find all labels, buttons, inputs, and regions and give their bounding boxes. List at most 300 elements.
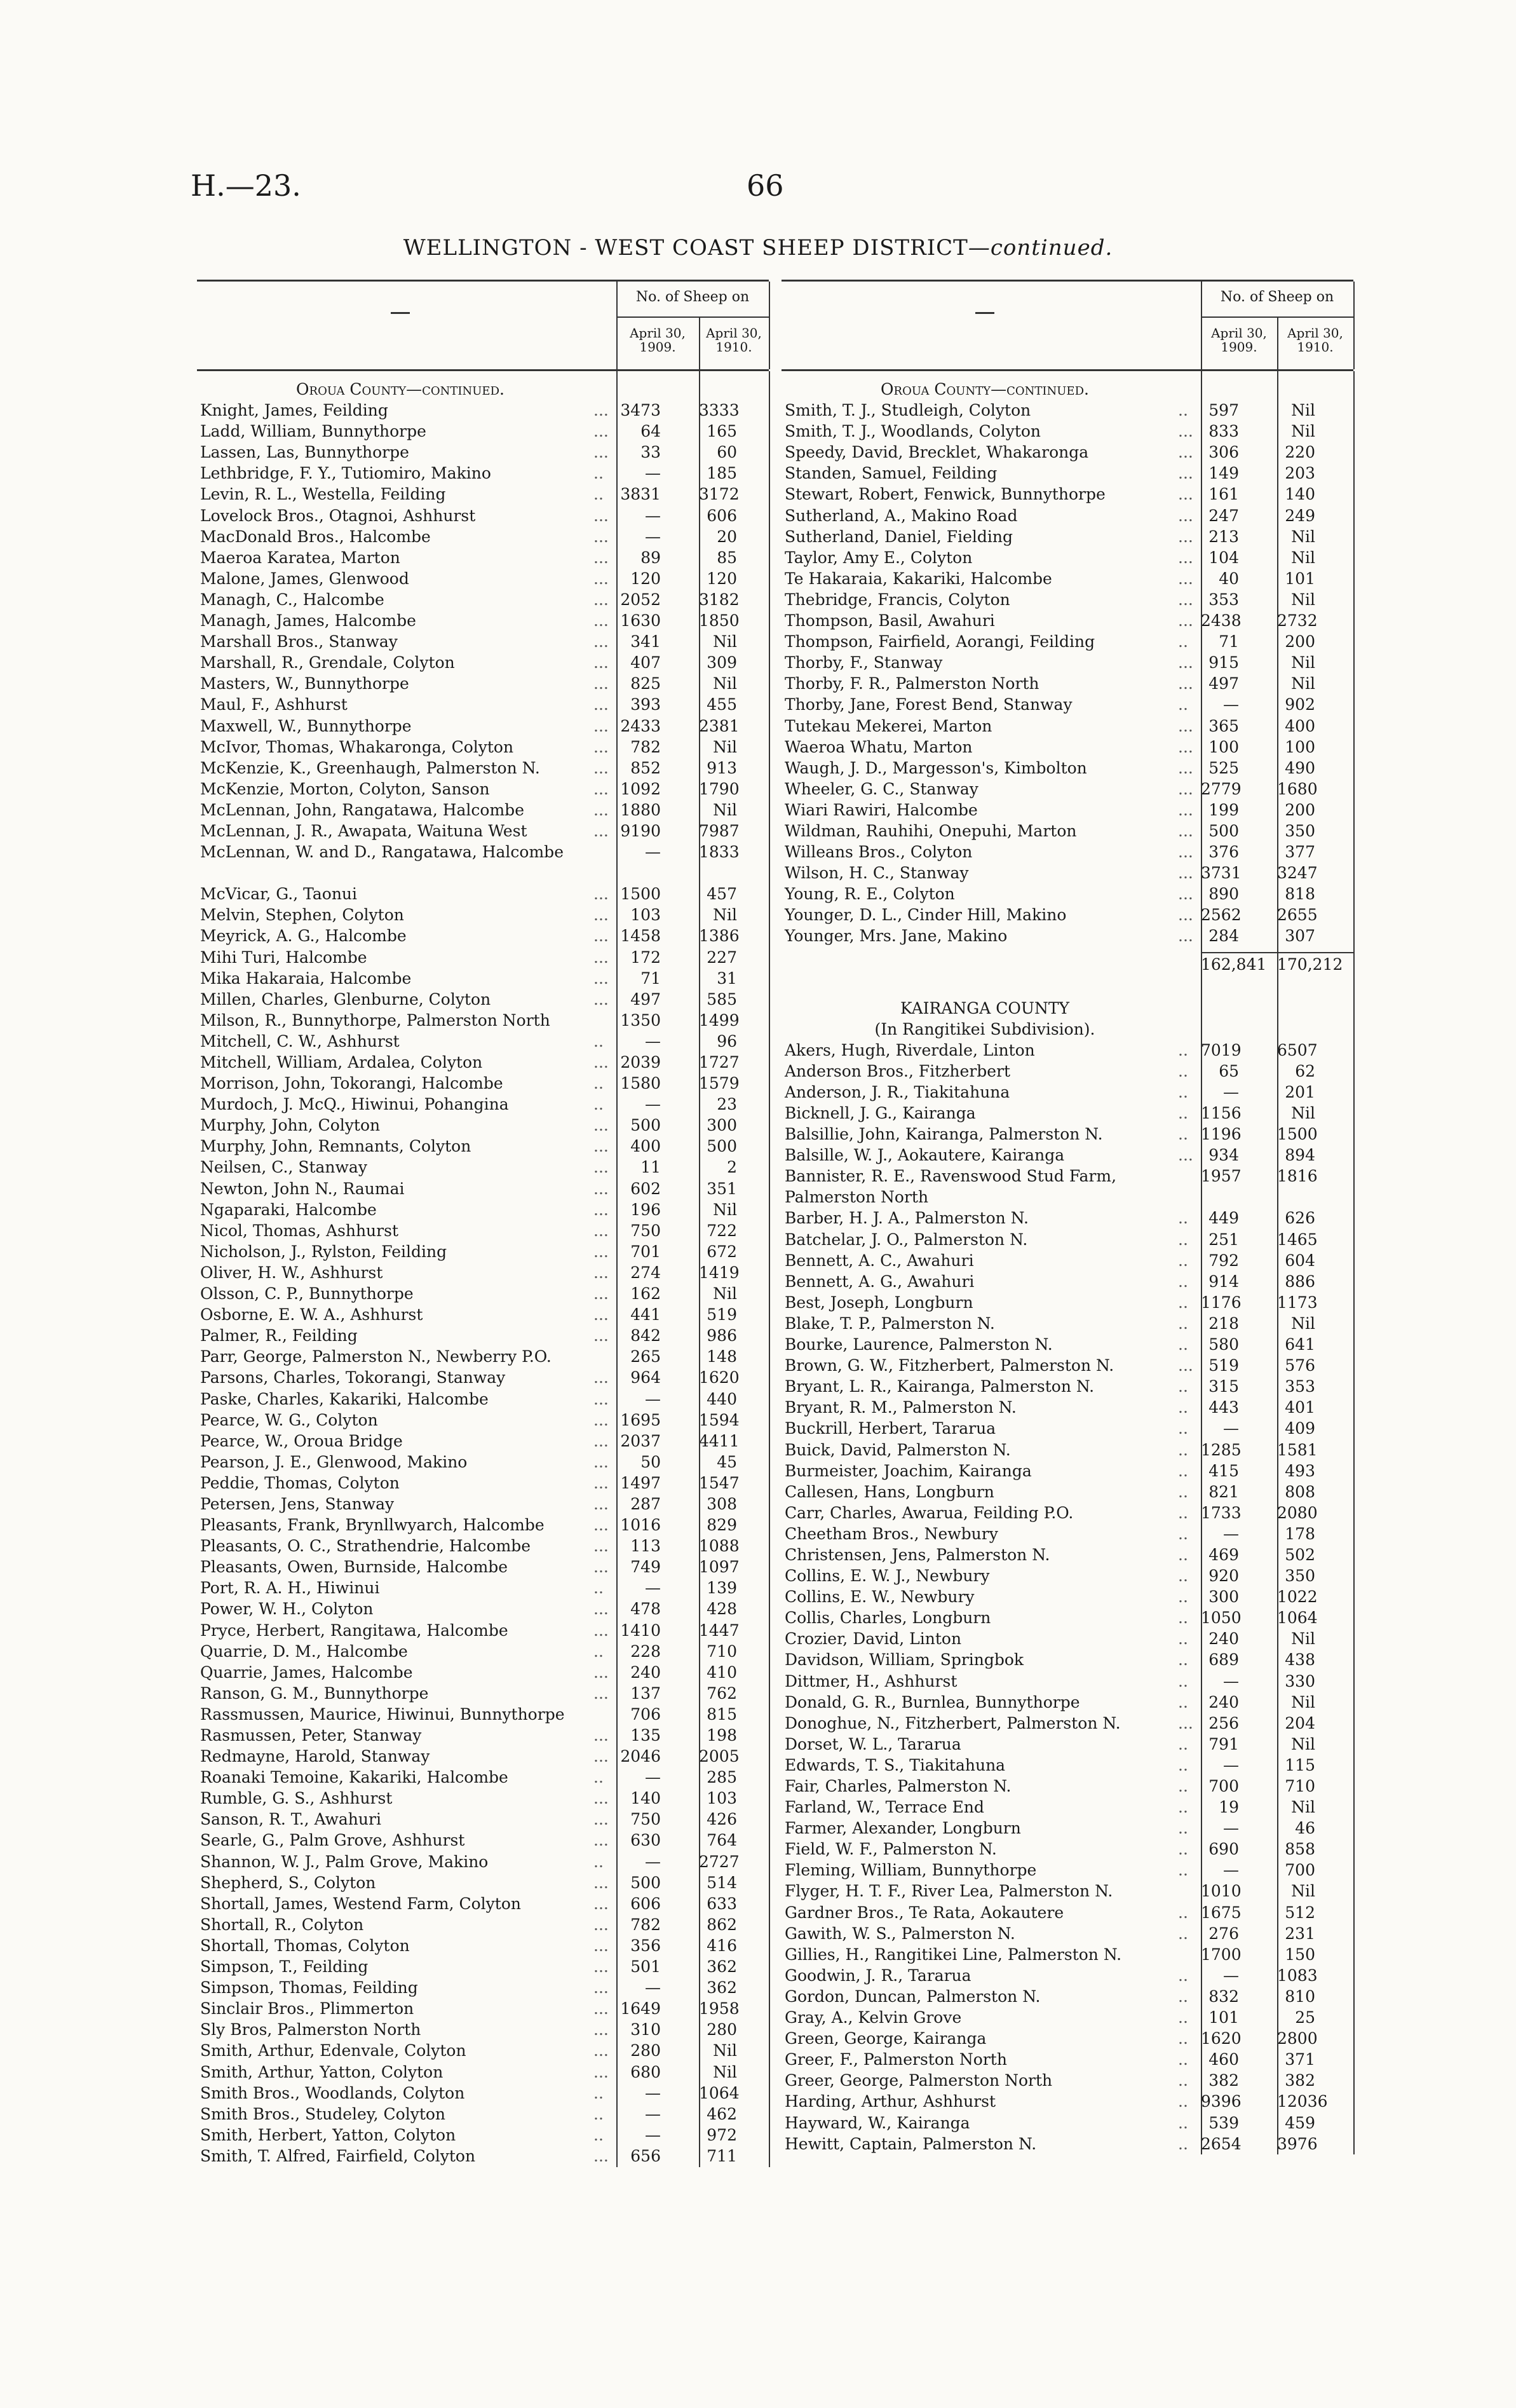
table-row <box>197 968 769 989</box>
sheep-1910: 459 <box>1285 2113 1315 2132</box>
sheep-1910: 455 <box>707 695 737 714</box>
entry-name: Fair, Charles, Palmerston N. <box>785 1777 1012 1795</box>
sheep-1909: 1156 <box>1201 1104 1242 1122</box>
sheep-1909: 478 <box>630 1600 661 1619</box>
sheep-1909: 33 <box>640 443 661 462</box>
sheep-1909: 597 <box>1208 401 1239 420</box>
sheep-1910: 512 <box>1285 1903 1315 1922</box>
sheep-1909: 842 <box>630 1326 661 1345</box>
leader-dots: ... <box>593 1831 609 1850</box>
sheep-1910: 1833 <box>699 843 740 862</box>
table-row <box>782 2049 1353 2070</box>
sheep-1909: 103 <box>630 906 661 925</box>
sheep-1910: Nil <box>713 674 737 693</box>
leader-dots: ... <box>593 1663 609 1682</box>
entry-name: Farland, W., Terrace End <box>785 1798 985 1817</box>
sheep-1910: Nil <box>713 1284 737 1303</box>
entry-name: Waeroa Whatu, Marton <box>785 737 973 756</box>
sheep-1910: 353 <box>1285 1377 1315 1396</box>
table-row <box>197 947 769 968</box>
total-1910: 170,212 <box>1277 955 1343 974</box>
entry-name: Dittmer, H., Ashhurst <box>785 1671 958 1690</box>
sheep-1910: Nil <box>713 906 737 925</box>
leader-dots: ... <box>593 1158 609 1177</box>
entry-name: Sinclair Bros., Plimmerton <box>200 1999 414 2018</box>
sheep-1909: 382 <box>1208 2071 1239 2090</box>
sheep-1910: 858 <box>1285 1840 1315 1859</box>
table-row <box>197 589 769 610</box>
sheep-1910: 20 <box>717 527 737 546</box>
table-row <box>782 1187 1353 1207</box>
sheep-1909: 172 <box>630 948 661 967</box>
sheep-1910: 902 <box>1285 695 1315 714</box>
entry-name: Anderson, J. R., Tiakitahuna <box>785 1082 1010 1101</box>
sheep-1909: 1620 <box>1201 2029 1242 2048</box>
sheep-1909: 1350 <box>620 1010 661 1030</box>
header-rule <box>1277 316 1278 369</box>
table-row <box>197 841 769 862</box>
sheep-1909: 287 <box>630 1494 661 1513</box>
sheep-1909: — <box>1223 1755 1239 1774</box>
table-row <box>197 1598 769 1619</box>
sheep-1910: 762 <box>707 1684 737 1703</box>
leader-dots: .. <box>1178 1903 1188 1922</box>
leader-dots: ... <box>593 1431 609 1450</box>
table-row <box>197 1577 769 1598</box>
sheep-1909: 240 <box>1208 1692 1239 1711</box>
entry-name: Wildman, Rauhihi, Onepuhi, Marton <box>785 821 1077 840</box>
column-rule <box>1353 371 1355 2154</box>
sheep-1909: 833 <box>1208 422 1239 441</box>
header-rule <box>616 282 618 369</box>
table-row <box>197 484 769 505</box>
sheep-1909: — <box>645 1095 661 1114</box>
table-row <box>782 589 1353 610</box>
sheep-1910: 382 <box>1285 2071 1315 2090</box>
entry-name: Masters, W., Bunnythorpe <box>200 674 409 693</box>
table-row <box>197 1767 769 1788</box>
entry-name: Akers, Hugh, Riverdale, Linton <box>785 1040 1035 1059</box>
table-row <box>197 1473 769 1493</box>
sheep-1909: 3473 <box>620 401 661 420</box>
sheep-1910: 815 <box>707 1704 737 1724</box>
leader-dots: ... <box>593 1116 609 1135</box>
entry-name: Ngaparaki, Halcombe <box>200 1200 377 1219</box>
table-row <box>782 1418 1353 1439</box>
leader-dots: ... <box>1178 464 1193 483</box>
entry-name: Speedy, David, Brecklet, Whakaronga <box>785 443 1089 462</box>
header-1910: April 30, 1910. <box>706 325 762 355</box>
table-row <box>197 442 769 463</box>
table-row <box>197 652 769 673</box>
entry-name: Callesen, Hans, Longburn <box>785 1482 994 1501</box>
leader-dots: ... <box>593 674 609 693</box>
table-row <box>197 610 769 631</box>
table-row <box>197 1220 769 1241</box>
sheep-1909: 782 <box>630 737 661 756</box>
sheep-1909: 40 <box>1219 569 1239 588</box>
sheep-1909: 11 <box>640 1158 661 1177</box>
sheep-1910: 249 <box>1285 506 1315 525</box>
sheep-1909: 400 <box>630 1137 661 1156</box>
leader-dots: .. <box>1178 1377 1188 1396</box>
table-row <box>782 2112 1353 2133</box>
leader-dots: ... <box>593 1978 609 1997</box>
sheep-1910: 710 <box>1285 1777 1315 1795</box>
table-row <box>197 2062 769 2083</box>
sheep-1910: 200 <box>1285 632 1315 651</box>
sheep-1910: Nil <box>1291 590 1315 609</box>
sheep-1910: 100 <box>1285 737 1315 756</box>
sheep-1910: Nil <box>1291 548 1315 567</box>
table-row <box>782 925 1353 946</box>
header-divider <box>616 316 769 318</box>
table-row <box>197 1641 769 1662</box>
entry-name: Pleasants, Owen, Burnside, Halcombe <box>200 1558 508 1577</box>
entry-name: Bennett, A. C., Awahuri <box>785 1251 974 1270</box>
sheep-1909: — <box>645 1768 661 1787</box>
sheep-1910: 1097 <box>699 1558 740 1577</box>
entry-name: Field, W. F., Palmerston N. <box>785 1840 997 1859</box>
leader-dots: .. <box>593 485 604 504</box>
page-number: 66 <box>747 168 784 203</box>
leader-dots: ... <box>593 1537 609 1556</box>
leader-dots: ... <box>593 1137 609 1156</box>
sheep-1909: 825 <box>630 674 661 693</box>
sheep-1910: 178 <box>1285 1524 1315 1543</box>
sheep-1909: — <box>1223 1671 1239 1690</box>
heading-text: (In Rangitikei Subdivision). <box>874 1019 1095 1038</box>
sheep-1910: Nil <box>1291 527 1315 546</box>
table-row <box>782 1355 1353 1376</box>
leader-dots: ... <box>593 1957 609 1976</box>
sheep-1910: 604 <box>1285 1251 1315 1270</box>
entry-name: Smith, T. Alfred, Fairfield, Colyton <box>200 2146 476 2165</box>
sheep-1910: 350 <box>1285 1567 1315 1586</box>
table-row <box>782 1797 1353 1818</box>
sheep-1910: 185 <box>707 464 737 483</box>
entry-name: McVicar, G., Taonui <box>200 885 358 904</box>
entry-name: Managh, C., Halcombe <box>200 590 384 609</box>
entry-name: Greer, George, Palmerston North <box>785 2071 1053 2090</box>
sheep-1909: 964 <box>630 1368 661 1387</box>
sheep-1910: 633 <box>707 1894 737 1913</box>
sheep-1910: 711 <box>707 2146 737 2165</box>
sheep-1909: 501 <box>630 1957 661 1976</box>
sheep-1909: 914 <box>1208 1272 1239 1291</box>
leader-dots: .. <box>1178 1819 1188 1838</box>
entry-name: Bryant, R. M., Palmerston N. <box>785 1398 1017 1417</box>
sheep-1909: 606 <box>630 1894 661 1913</box>
entry-name: Burmeister, Joachim, Kairanga <box>785 1461 1032 1480</box>
table-row <box>782 1040 1353 1061</box>
leader-dots: .. <box>1178 1251 1188 1270</box>
leader-dots: ... <box>1178 527 1193 546</box>
leader-dots: .. <box>1178 1609 1188 1628</box>
leader-dots: ... <box>1178 653 1193 672</box>
entry-name: Smith, Arthur, Yatton, Colyton <box>200 2062 443 2081</box>
leader-dots: .. <box>1178 1082 1188 1101</box>
sheep-1909: 539 <box>1208 2113 1239 2132</box>
table-row <box>197 463 769 484</box>
leader-dots: ... <box>593 1179 609 1198</box>
sheep-1909: 2654 <box>1201 2134 1242 2153</box>
leader-dots: ... <box>593 1200 609 1219</box>
sheep-1909: 2046 <box>620 1747 661 1766</box>
sheep-1910: 764 <box>707 1831 737 1850</box>
sheep-1910: 1581 <box>1277 1440 1318 1459</box>
leader-dots: ... <box>1178 758 1193 777</box>
table-row <box>782 758 1353 779</box>
entry-name: Standen, Samuel, Feilding <box>785 464 998 483</box>
table-row <box>782 652 1353 673</box>
sheep-1910: 120 <box>707 569 737 588</box>
sheep-1910: 2 <box>727 1158 737 1177</box>
table-row <box>782 1313 1353 1334</box>
sheep-1910: 150 <box>1285 1945 1315 1964</box>
table-row <box>782 1565 1353 1586</box>
leader-dots: ... <box>1178 737 1193 756</box>
sheep-1910: 198 <box>707 1726 737 1745</box>
sheep-1909: 749 <box>630 1558 661 1577</box>
sheep-1909: 256 <box>1208 1713 1239 1732</box>
sheep-1909: 199 <box>1208 800 1239 819</box>
sheep-1909: 306 <box>1208 443 1239 462</box>
sheep-1909: 1695 <box>620 1410 661 1429</box>
leader-dots: ... <box>593 1621 609 1640</box>
entry-name: Gillies, H., Rangitikei Line, Palmerston N. <box>785 1945 1122 1964</box>
sheep-1910: 285 <box>707 1768 737 1787</box>
sheep-1909: 525 <box>1208 758 1239 777</box>
table-row <box>782 1734 1353 1755</box>
entry-name: Lassen, Las, Bunnythorpe <box>200 443 409 462</box>
sheep-1910: Nil <box>713 2041 737 2060</box>
entry-name: Murphy, John, Remnants, Colyton <box>200 1137 471 1156</box>
table-row <box>197 673 769 694</box>
sheep-1910: 416 <box>707 1936 737 1955</box>
sheep-1910: 1958 <box>699 1999 740 2018</box>
sheep-1910: 493 <box>1285 1461 1315 1480</box>
entry-name: Sly Bros, Palmerston North <box>200 2020 421 2039</box>
leader-dots: ... <box>593 779 609 798</box>
table-row <box>782 1124 1353 1145</box>
sheep-1909: 441 <box>630 1305 661 1324</box>
leader-dots: .. <box>1178 1650 1188 1670</box>
entry-name: Smith Bros., Woodlands, Colyton <box>200 2083 465 2102</box>
header-rule <box>1201 282 1202 369</box>
table-row <box>197 1514 769 1535</box>
sheep-1909: 2562 <box>1201 906 1242 925</box>
sheep-1910: Nil <box>1291 1798 1315 1817</box>
sheep-1910: 2381 <box>699 716 740 735</box>
sheep-1909: 443 <box>1208 1398 1239 1417</box>
entry-name: Bourke, Laurence, Palmerston N. <box>785 1335 1053 1354</box>
total-1909: 162,841 <box>1201 955 1267 974</box>
table-row <box>197 1199 769 1220</box>
leader-dots: ... <box>593 1326 609 1345</box>
sheep-1910: 440 <box>707 1389 737 1408</box>
leader-dots: .. <box>1178 1987 1188 2006</box>
sheep-1909: 460 <box>1208 2050 1239 2069</box>
table-header <box>197 280 769 371</box>
column-rule <box>616 371 618 2167</box>
sheep-1909: 149 <box>1208 464 1239 483</box>
leader-dots: ... <box>1178 674 1193 693</box>
entry-name: Te Hakaraia, Kakariki, Halcombe <box>785 569 1052 588</box>
sheep-1910: 308 <box>707 1494 737 1513</box>
table-row <box>782 568 1353 589</box>
sheep-1910: 986 <box>707 1326 737 1345</box>
sheep-1910: 280 <box>707 2020 737 2039</box>
entry-name: Tutekau Mekerei, Marton <box>785 716 992 735</box>
table-row <box>782 484 1353 505</box>
leader-dots: ... <box>593 1368 609 1387</box>
table-row <box>782 526 1353 547</box>
entry-name: Thorby, Jane, Forest Bend, Stanway <box>785 695 1073 714</box>
sheep-1910: 200 <box>1285 800 1315 819</box>
sheep-1910: Nil <box>1291 1734 1315 1753</box>
sheep-1909: 852 <box>630 758 661 777</box>
entry-name: Bennett, A. G., Awahuri <box>785 1272 975 1291</box>
sheep-1910: 409 <box>1285 1419 1315 1438</box>
column-rule <box>1201 371 1202 2154</box>
entry-name: Willeans Bros., Colyton <box>785 843 973 862</box>
table-header <box>782 280 1353 371</box>
table-row <box>782 716 1353 737</box>
leader-dots: ... <box>1178 821 1193 840</box>
sheep-1909: 356 <box>630 1936 661 1955</box>
leader-dots: ... <box>1178 864 1193 883</box>
entry-name: Fleming, William, Bunnythorpe <box>785 1861 1037 1880</box>
entry-name: Brown, G. W., Fitzherbert, Palmerston N. <box>785 1356 1114 1375</box>
leader-dots: .. <box>1178 1734 1188 1753</box>
sheep-1910: Nil <box>1291 1314 1315 1333</box>
entry-name: Balsille, W. J., Aokautere, Kairanga <box>785 1146 1065 1165</box>
sheep-1909: 1285 <box>1201 1440 1242 1459</box>
sheep-1910: 1064 <box>1277 1609 1318 1628</box>
sheep-1909: — <box>645 1579 661 1598</box>
leader-dots: ... <box>593 527 609 546</box>
table-row <box>782 799 1353 820</box>
table-row <box>197 1304 769 1325</box>
table-row <box>197 716 769 737</box>
entry-name: Hayward, W., Kairanga <box>785 2113 970 2132</box>
entry-name: Stewart, Robert, Fenwick, Bunnythorpe <box>785 485 1106 504</box>
heading-text: KAIRANGA COUNTY <box>900 998 1070 1017</box>
sheep-1910: 400 <box>1285 716 1315 735</box>
sheep-1909: 213 <box>1208 527 1239 546</box>
sheep-1910: 1727 <box>699 1053 740 1071</box>
sheep-1910: 60 <box>717 443 737 462</box>
sheep-1910: 6507 <box>1277 1040 1318 1059</box>
county-heading <box>197 379 769 400</box>
leader-dots: .. <box>1178 1777 1188 1795</box>
entry-name: Smith, Arthur, Edenvale, Colyton <box>200 2041 466 2060</box>
table-row <box>197 1115 769 1136</box>
leader-dots: ... <box>1178 906 1193 925</box>
table-row <box>782 442 1353 463</box>
leader-dots: ... <box>593 1410 609 1429</box>
table-row <box>782 1860 1353 1881</box>
sheep-1909: 50 <box>640 1452 661 1471</box>
table-row <box>197 1157 769 1178</box>
sheep-1909: — <box>645 1389 661 1408</box>
leader-dots: .. <box>1178 1924 1188 1943</box>
table-row <box>197 1052 769 1073</box>
entry-name: Peddie, Thomas, Colyton <box>200 1473 400 1492</box>
sheep-1909: 1458 <box>620 927 661 946</box>
sheep-1910: 309 <box>707 653 737 672</box>
sheep-1910: 203 <box>1285 464 1315 483</box>
sheep-1909: — <box>645 2083 661 2102</box>
entry-name: Collins, E. W. J., Newbury <box>785 1567 990 1586</box>
sheep-1910: 45 <box>717 1452 737 1471</box>
sheep-1909: 415 <box>1208 1461 1239 1480</box>
sheep-1910: 371 <box>1285 2050 1315 2069</box>
leader-dots: ... <box>593 1473 609 1492</box>
table-row <box>197 1872 769 1893</box>
sheep-1910: 3247 <box>1277 864 1318 883</box>
table-row <box>782 673 1353 694</box>
sheep-1910: 410 <box>707 1663 737 1682</box>
sheep-1910: 426 <box>707 1810 737 1829</box>
kairanga-county-heading <box>782 998 1353 1019</box>
entry-name: Dorset, W. L., Tararua <box>785 1734 961 1753</box>
sheep-1909: 71 <box>1219 632 1239 651</box>
entry-name: Millen, Charles, Glenburne, Colyton <box>200 990 491 1009</box>
leader-dots: ... <box>593 927 609 946</box>
leader-dots: ... <box>593 1789 609 1808</box>
entry-name: Smith, Herbert, Yatton, Colyton <box>200 2125 456 2144</box>
table-row <box>197 1830 769 1851</box>
entry-name: Pearson, J. E., Glenwood, Makino <box>200 1452 468 1471</box>
leader-dots: .. <box>1178 1419 1188 1438</box>
table-row <box>197 1262 769 1283</box>
leader-dots: ... <box>593 1284 609 1303</box>
table-row <box>782 1881 1353 1901</box>
leader-dots: ... <box>1178 800 1193 819</box>
entry-name: McKenzie, K., Greenhaugh, Palmerston N. <box>200 758 540 777</box>
table-row <box>197 1241 769 1262</box>
leader-dots: ... <box>593 1242 609 1261</box>
sheep-1910: 457 <box>707 885 737 904</box>
leader-dots: ... <box>1178 443 1193 462</box>
leader-dots: .. <box>1178 1503 1188 1522</box>
sheep-1909: 365 <box>1208 716 1239 735</box>
leader-dots: ... <box>593 2146 609 2165</box>
leader-dots: ... <box>1178 485 1193 504</box>
table-row <box>782 1376 1353 1397</box>
sheep-1910: 894 <box>1285 1146 1315 1165</box>
sheep-1909: 792 <box>1208 1251 1239 1270</box>
sheep-1909: 104 <box>1208 548 1239 567</box>
leader-dots: ... <box>593 611 609 630</box>
leader-dots: ... <box>593 1726 609 1745</box>
table-row <box>197 1535 769 1556</box>
entry-name: Blake, T. P., Palmerston N. <box>785 1314 995 1333</box>
entry-name: Neilsen, C., Stanway <box>200 1158 367 1177</box>
table-row <box>782 779 1353 799</box>
entry-name: Maul, F., Ashhurst <box>200 695 348 714</box>
leader-dots: ... <box>1178 716 1193 735</box>
sheep-1910: 1790 <box>699 779 740 798</box>
table-row <box>782 1544 1353 1565</box>
sheep-1910: 1465 <box>1277 1230 1318 1249</box>
sheep-1909: 353 <box>1208 590 1239 609</box>
sheep-1910: 700 <box>1285 1861 1315 1880</box>
sheep-1910: 641 <box>1285 1335 1315 1354</box>
sheep-1910: 401 <box>1285 1398 1315 1417</box>
